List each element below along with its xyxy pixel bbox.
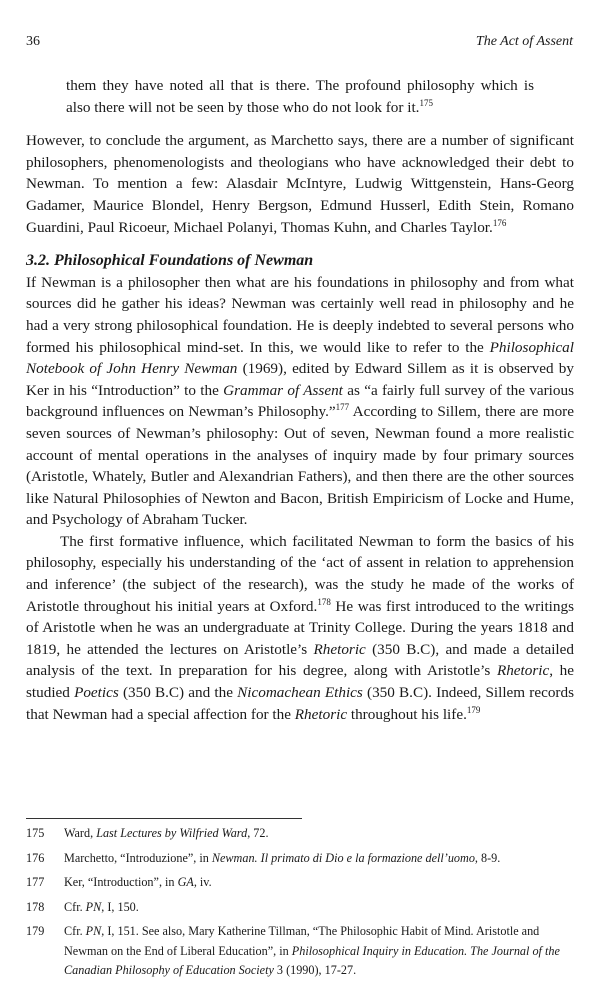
book-title: Nicomachean Ethics (237, 684, 363, 702)
book-title: Grammar of Assent (223, 381, 343, 399)
footnote-ref[interactable]: 179 (466, 704, 481, 715)
text-run: throughout his life. (347, 705, 467, 723)
quote-text: them they have noted all that is there. The profound philosophy which is also there will not be seen by those who do not look for it. (66, 77, 534, 116)
block-quote (66, 75, 534, 118)
text-run: Ker, “Introduction”, in (64, 875, 178, 889)
text-run: (350 B.C), and made a detailed analysis of the text. In preparation for his degree, along with Aristotle’s (26, 640, 574, 680)
footnote-ref[interactable]: 176 (492, 217, 507, 228)
paragraph (26, 130, 574, 238)
text-run: He was first introduced to the writings of Aristotle when he was an undergraduate at Trinity College. During the years 1818 and 1819, he attended the lectures on Aristotle’s (26, 597, 575, 658)
main-text (26, 75, 574, 725)
book-title: Rhetoric (294, 705, 348, 723)
footnote-text (64, 873, 574, 893)
text-run: 3 (1990), 17-27. (273, 963, 357, 977)
page-header (26, 34, 573, 54)
footnote-item (26, 922, 574, 981)
footnotes (26, 824, 574, 986)
book-title: Last Lectures by Wilfried Ward (96, 826, 248, 840)
page-number: 36 (26, 34, 40, 49)
text-run: , 72. (247, 826, 269, 840)
section-heading: 3.2. Philosophical Foundations of Newman (26, 252, 314, 270)
text-run: Cfr. (64, 924, 86, 938)
book-title: PN (85, 899, 102, 914)
text-run: , I, 151. See also, Mary Katherine Tillman, “The Philosophic Habit of Mind. Aristotle and Newman on the End of Liberal Education”, in (64, 924, 540, 958)
text-run: (350 B.C) and the (118, 684, 238, 702)
book-title: Poetics (74, 684, 119, 702)
journal-title: Philosophical Inquiry in Education. The Journal of the Canadian Philosophy of Education Society (64, 943, 560, 977)
text-run: , 8-9. (474, 850, 501, 865)
footnote-item (26, 849, 574, 869)
book-title: Newman. Il primato di Dio e la formazione dell’uomo (211, 850, 475, 865)
text-run: If Newman is a philosopher then what are his foundations in philosophy and from what sources did he gather his ideas? Newman was certainly well read in philosophy and he had a very strong philosophical foundation. He is deeply indebted to several persons who formed his philosophical mind-set. In this, we would like to refer to the (26, 273, 574, 356)
text-run: , I, 150. (101, 899, 139, 914)
footnote-text (64, 922, 574, 981)
footnote-divider (26, 818, 302, 819)
text-run: Marchetto, “Introduzione”, in (64, 850, 212, 865)
paragraph (26, 272, 574, 531)
text-run: (350 B.C). Indeed, Sillem records that Newman had a special affection for the (26, 684, 574, 723)
paragraph-text: However, to conclude the argument, as Marchetto says, there are a number of significant philosophers, phenomenologists and theologians who have acknowledged their debt to Newman. To mention a few: Alasdair McIntyre, Ludwig Wittgenstein, Hans-Georg Gadamer, Maurice Blondel, Henry Bergson, Edmund Husserl, Edith Stein, Romano Guardini, Paul Ricoeur, Michael Polanyi, Thomas Kuhn, and Charles Taylor. (26, 132, 574, 236)
footnote-ref[interactable]: 177 (335, 402, 350, 413)
book-title: GA (177, 875, 194, 889)
footnote-ref[interactable]: 178 (317, 596, 331, 607)
text-run: The first formative influence, which facilitated Newman to form the basics of his philosophy, especially his understanding of the ‘act of assent in relation to apprehension and inference’ (the subject of the research), was the study he made of the works of Aristotle throughout his initial years at Oxford. (26, 532, 574, 615)
book-title: Philosophical Notebook of John Henry Newman (26, 338, 574, 378)
text-run: Cfr. (64, 899, 86, 914)
footnote-item (26, 898, 574, 918)
footnote-item (26, 873, 574, 893)
text-run: (1969), edited by Edward Sillem as it is observed by Ker in his “Introduction” to the (26, 360, 574, 399)
footnote-text (64, 898, 574, 918)
book-title: Rhetoric (496, 662, 550, 680)
text-run: as “a fairly full survey of the various background influences on Newman’s Philosophy.” (26, 381, 574, 421)
paragraph (26, 531, 574, 725)
footnote-number: 175 (26, 826, 45, 840)
footnote-item (26, 824, 574, 844)
footnote-text (64, 849, 574, 869)
footnote-number: 177 (26, 875, 45, 889)
footnote-number: 179 (26, 924, 45, 938)
text-run: Ward, (64, 826, 97, 840)
footnote-text (64, 824, 574, 844)
footnote-number: 176 (26, 850, 45, 865)
text-run: According to Sillem, there are more seven sources of Newman’s philosophy: Out of seven, Newman found a more realistic account of mental operations in the analyses of inquiry made by four primary sources (Aristotle, Whately, Butler and Alexandrian Fathers), and then there are the other sources like Natural Philosophies of Newton and Bacon, British Empiricism of Locke and Hume, and Psychology of Abraham Tucker. (26, 403, 574, 529)
footnote-ref[interactable]: 175 (419, 97, 433, 108)
text-run: , iv. (193, 875, 212, 889)
running-title: The Act of Assent (475, 34, 573, 49)
footnote-number: 178 (26, 899, 45, 914)
text-run: , he studied (26, 662, 574, 702)
book-title: PN (85, 924, 102, 938)
book-title: Rhetoric (313, 640, 366, 658)
